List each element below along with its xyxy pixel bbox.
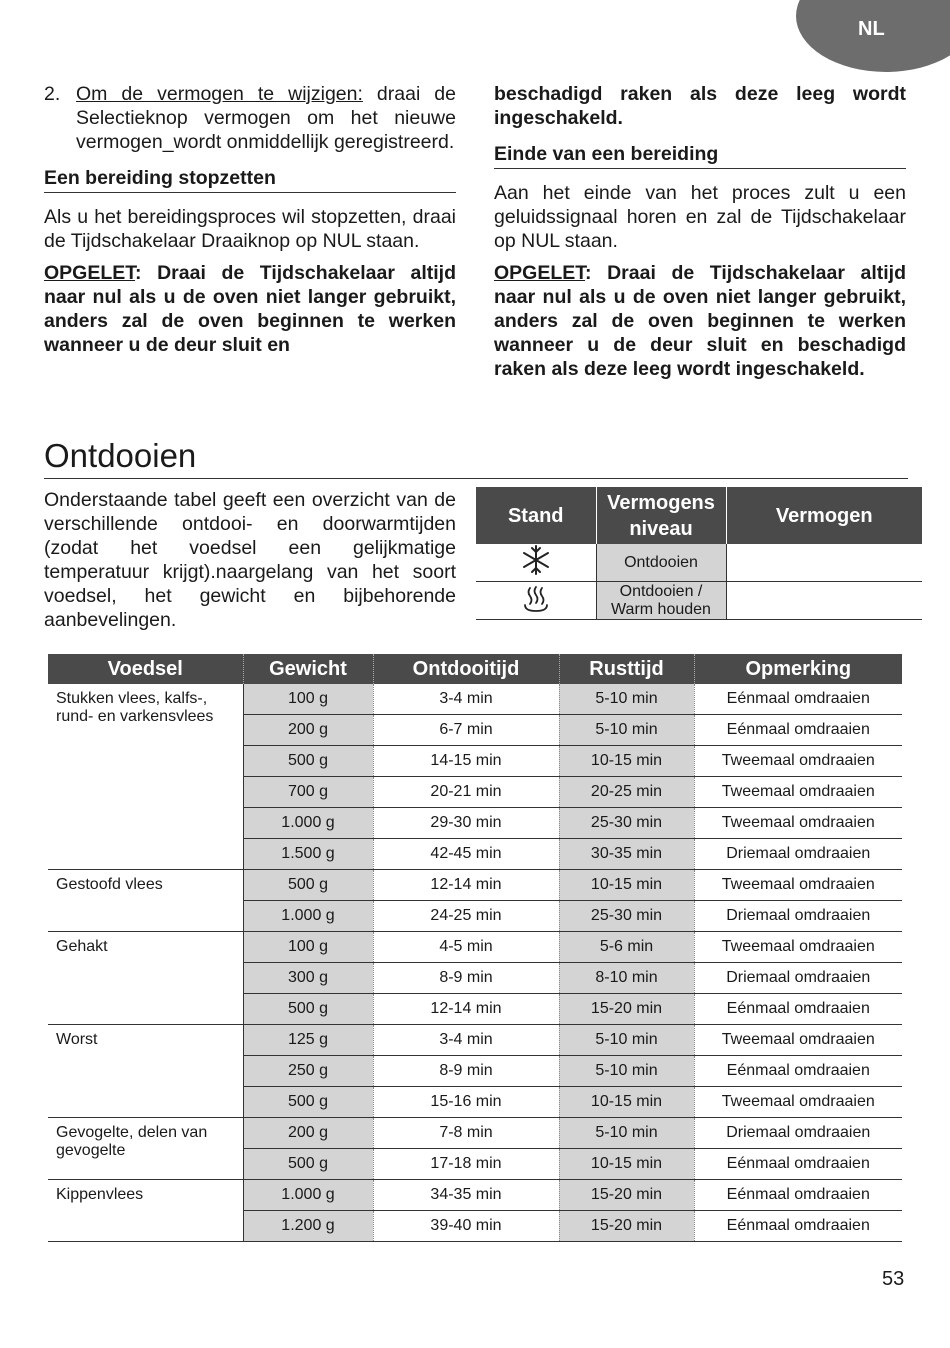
left-column: [44, 82, 456, 357]
weight-cell: 700 g: [243, 777, 373, 808]
rest-time-cell: 5-6 min: [559, 932, 694, 963]
defrost-time-cell: 14-15 min: [373, 746, 559, 777]
level-cell: Ontdooien / Warm houden: [596, 582, 726, 620]
weight-cell: 300 g: [243, 963, 373, 994]
warning-label: OPGELET: [494, 262, 586, 284]
steam-icon: [476, 582, 596, 620]
defrost-time-cell: 42-45 min: [373, 839, 559, 870]
remark-cell: Eénmaal omdraaien: [694, 715, 902, 746]
header-food: Voedsel: [48, 654, 243, 684]
remark-cell: Tweemaal omdraaien: [694, 870, 902, 901]
warning-text: : Draai de Tijdschakelaar altijd naar nul als u de oven niet langer gebruikt, anders zal de oven beginnen te werken wanneer u de deur sluit en: [44, 262, 456, 356]
defrost-time-cell: 39-40 min: [373, 1211, 559, 1242]
remark-cell: Driemaal omdraaien: [694, 1118, 902, 1149]
weight-cell: 500 g: [243, 746, 373, 777]
food-name-cell: Kippenvlees: [48, 1180, 243, 1242]
header-power: Vermogen: [726, 487, 922, 544]
weight-cell: 1.200 g: [243, 1211, 373, 1242]
language-tab: [796, 0, 950, 72]
table-row: [48, 1025, 902, 1056]
rest-time-cell: 5-10 min: [559, 1118, 694, 1149]
rest-time-cell: 5-10 min: [559, 1025, 694, 1056]
weight-cell: 500 g: [243, 870, 373, 901]
weight-cell: 1.500 g: [243, 839, 373, 870]
heading-end: Einde van een bereiding: [494, 142, 906, 169]
food-name-cell: Stukken vlees, kalfs-, rund- en varkensvlees: [48, 684, 243, 870]
food-name-cell: Gevogelte, delen van gevogelte: [48, 1118, 243, 1180]
defrost-time-cell: 15-16 min: [373, 1087, 559, 1118]
defrost-time-cell: 8-9 min: [373, 1056, 559, 1087]
defrost-time-cell: 8-9 min: [373, 963, 559, 994]
rest-time-cell: 30-35 min: [559, 839, 694, 870]
defrost-time-cell: 4-5 min: [373, 932, 559, 963]
rest-time-cell: 15-20 min: [559, 1211, 694, 1242]
defrost-time-cell: 29-30 min: [373, 808, 559, 839]
snowflake-icon: [476, 544, 596, 582]
list-lead: Om de vermogen te wijzigen:: [76, 83, 363, 105]
defrost-time-cell: 7-8 min: [373, 1118, 559, 1149]
power-cell: [726, 582, 922, 620]
warning-label: OPGELET: [44, 262, 136, 284]
warning-continued: beschadigd raken als deze leeg wordt ingeschakeld.: [494, 83, 906, 129]
food-name-cell: Worst: [48, 1025, 243, 1118]
header-defrost-time: Ontdooitijd: [373, 654, 559, 684]
weight-cell: 250 g: [243, 1056, 373, 1087]
intro-paragraph: Onderstaande tabel geeft een overzicht van de verschillende ontdooi- en doorwarmtijden (zodat het voedsel een gelijkmatige temperatuur krijgt).naargelang van het soort voedsel, het gewicht en bijbehorende aanbevelingen.: [44, 489, 456, 631]
remark-cell: Tweemaal omdraaien: [694, 1087, 902, 1118]
right-column: [494, 82, 906, 381]
header-rest-time: Rusttijd: [559, 654, 694, 684]
remark-cell: Tweemaal omdraaien: [694, 808, 902, 839]
rest-time-cell: 20-25 min: [559, 777, 694, 808]
weight-cell: 1.000 g: [243, 901, 373, 932]
rest-time-cell: 15-20 min: [559, 1180, 694, 1211]
rest-time-cell: 10-15 min: [559, 746, 694, 777]
weight-cell: 1.000 g: [243, 1180, 373, 1211]
paragraph-stop: Als u het bereidingsproces wil stopzetten, draai de Tijdschakelaar Draaiknop op NUL staan.: [44, 206, 456, 252]
table-row: [48, 1180, 902, 1211]
weight-cell: 200 g: [243, 1118, 373, 1149]
defrost-time-cell: 20-21 min: [373, 777, 559, 808]
defrost-time-cell: 12-14 min: [373, 870, 559, 901]
remark-cell: Tweemaal omdraaien: [694, 932, 902, 963]
weight-cell: 100 g: [243, 932, 373, 963]
header-level: Vermogens niveau: [596, 487, 726, 544]
rest-time-cell: 25-30 min: [559, 901, 694, 932]
remark-cell: Eénmaal omdraaien: [694, 1211, 902, 1242]
list-text: draai de Selectieknop vermogen om het nieuwe vermogen_wordt onmiddellijk geregistreerd.: [76, 83, 457, 153]
rest-time-cell: 5-10 min: [559, 715, 694, 746]
food-name-cell: Gehakt: [48, 932, 243, 1025]
weight-cell: 500 g: [243, 994, 373, 1025]
remark-cell: Tweemaal omdraaien: [694, 777, 902, 808]
rest-time-cell: 10-15 min: [559, 1087, 694, 1118]
weight-cell: 500 g: [243, 1087, 373, 1118]
remark-cell: Eénmaal omdraaien: [694, 994, 902, 1025]
language-label: NL: [858, 18, 885, 40]
weight-cell: 1.000 g: [243, 808, 373, 839]
defrost-time-cell: 6-7 min: [373, 715, 559, 746]
remark-cell: Driemaal omdraaien: [694, 839, 902, 870]
food-name-cell: Gestoofd vlees: [48, 870, 243, 932]
paragraph-end: Aan het einde van het proces zult u een geluidssignaal horen en zal de Tijdschakelaar op NUL staan.: [494, 182, 906, 252]
weight-cell: 200 g: [243, 715, 373, 746]
defrost-time-cell: 24-25 min: [373, 901, 559, 932]
table-row: [48, 1118, 902, 1149]
rest-time-cell: 15-20 min: [559, 994, 694, 1025]
page-number: 53: [882, 1268, 905, 1290]
rest-time-cell: 5-10 min: [559, 684, 694, 715]
power-level-table: [476, 487, 922, 620]
weight-cell: 100 g: [243, 684, 373, 715]
table-row: [48, 870, 902, 901]
level-cell: Ontdooien: [596, 544, 726, 582]
defrost-table: [48, 654, 902, 1242]
weight-cell: 500 g: [243, 1149, 373, 1180]
remark-cell: Driemaal omdraaien: [694, 963, 902, 994]
weight-cell: 125 g: [243, 1025, 373, 1056]
defrost-time-cell: 34-35 min: [373, 1180, 559, 1211]
defrost-time-cell: 17-18 min: [373, 1149, 559, 1180]
rest-time-cell: 25-30 min: [559, 808, 694, 839]
header-stand: Stand: [476, 487, 596, 544]
remark-cell: Eénmaal omdraaien: [694, 1149, 902, 1180]
remark-cell: Eénmaal omdraaien: [694, 1180, 902, 1211]
defrost-time-cell: 3-4 min: [373, 1025, 559, 1056]
power-cell: [726, 544, 922, 582]
table-row: [48, 932, 902, 963]
remark-cell: Tweemaal omdraaien: [694, 1025, 902, 1056]
remark-cell: Eénmaal omdraaien: [694, 1056, 902, 1087]
remark-cell: Eénmaal omdraaien: [694, 684, 902, 715]
heading-stop: Een bereiding stopzetten: [44, 166, 456, 193]
header-remark: Opmerking: [694, 654, 902, 684]
warning-text: : Draai de Tijdschakelaar altijd naar nul als u de oven niet langer gebruikt, anders zal de oven beginnen te werken wanneer u de deur sluit en beschadigd raken als deze leeg wordt ingeschakeld.: [494, 262, 906, 380]
table-row: [48, 684, 902, 715]
header-weight: Gewicht: [243, 654, 373, 684]
list-item: [44, 82, 456, 154]
rest-time-cell: 8-10 min: [559, 963, 694, 994]
remark-cell: Tweemaal omdraaien: [694, 746, 902, 777]
list-number: 2.: [44, 83, 61, 105]
defrost-time-cell: 12-14 min: [373, 994, 559, 1025]
rest-time-cell: 10-15 min: [559, 1149, 694, 1180]
section-title: Ontdooien: [44, 436, 908, 479]
rest-time-cell: 5-10 min: [559, 1056, 694, 1087]
rest-time-cell: 10-15 min: [559, 870, 694, 901]
defrost-time-cell: 3-4 min: [373, 684, 559, 715]
remark-cell: Driemaal omdraaien: [694, 901, 902, 932]
